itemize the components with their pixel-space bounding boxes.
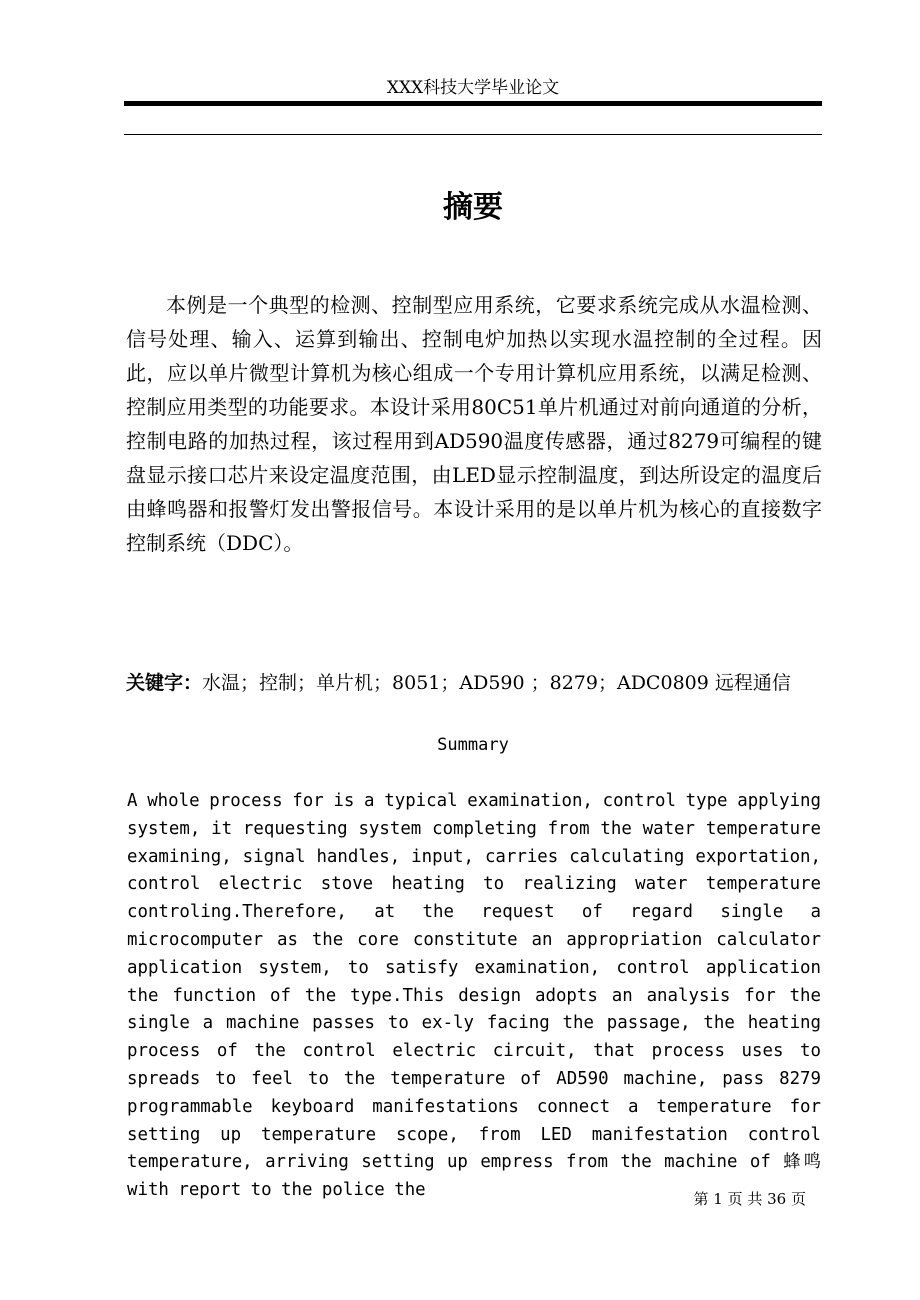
header-rule-thick: [124, 101, 822, 106]
keywords-label: 关键字：: [126, 672, 203, 694]
abstract-body: 本例是一个典型的检测、控制型应用系统，它要求系统完成从水温检测、信号处理、输入、运算到输出、控制电炉加热以实现水温控制的全过程。因此，应以单片微型计算机为核心组成一个专用计算机应用系统，以满足检测、控制应用类型的功能要求。本设计采用80C51单片机通过对前向通道的分析，控制电路的加热过程，该过程用到AD590温度传感器，通过8279可编程的键盘显示接口芯片来设定温度范围，由LED显示控制温度，到达所设定的温度后由蜂鸣器和报警灯发出警报信号。本设计采用的是以单片机为核心的直接数字控制系统（DDC）。: [126, 293, 822, 555]
header-rule-thin: [124, 134, 822, 135]
summary-title: Summary: [437, 735, 509, 755]
keywords-text: 水温；控制；单片机；8051；AD590 ；8279；ADC0809 远程通信: [202, 672, 791, 694]
page-number: 第 1 页 共 36 页: [693, 1190, 806, 1208]
keywords-line: [126, 668, 826, 698]
running-header: XXX科技大学毕业论文: [386, 78, 560, 98]
summary-body: A whole process for is a typical examination, control type applying system, it requesting system completing from the water temperature examining, signal handles, input, carries calculating exportation, control electric stove heating to realizing water temperature controling.Therefore, at the request of regard single a microcomputer as the core constitute an appropriation calculator application system, to satisfy examination, control application the function of the type.This design adopts an analysis for the single a machine passes to ex-ly facing the passage, the heating process of the control electric circuit, that process uses to spreads to feel to the temperature of AD590 machine, pass 8279 programmable keyboard manifestations connect a temperature for setting up temperature scope, from LED manifestation control temperature, arriving setting up empress from the machine of 蜂鸣 with report to the police the: [127, 791, 821, 1201]
abstract-title: 摘要: [443, 190, 503, 225]
